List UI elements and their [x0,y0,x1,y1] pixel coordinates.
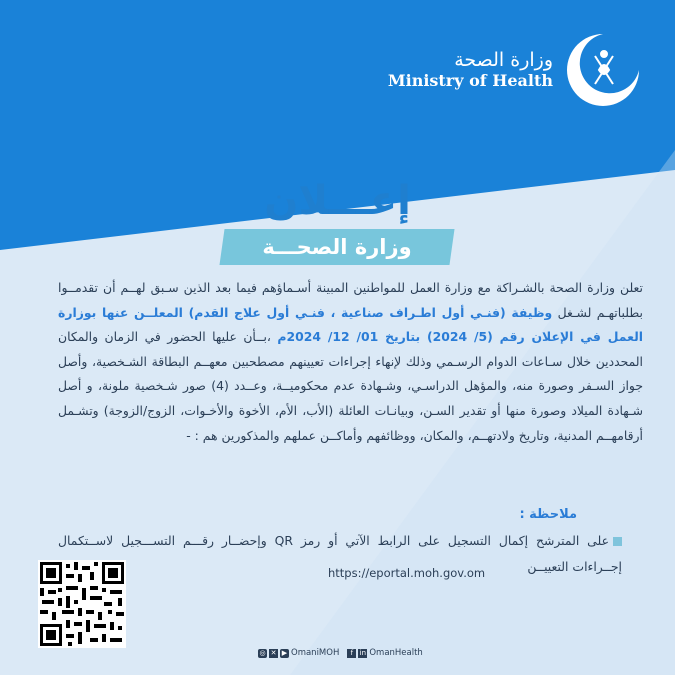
note-label: ملاحظة : [519,507,577,522]
logo-english-text: Ministry of Health [387,71,553,90]
title-banner-text: وزارة الصحـــة [262,235,412,259]
footer-handle-1[interactable]: OmaniMOH [291,648,340,658]
job-title: (فنـي أول اطـراف صناعية ، فنـي أول علاج القدم) المعلــن عنها بوزارة العمل في الإعلان رقم (5/ 2024) بتاريخ 01/ 12/ 2024م [58,304,643,345]
qr-code-icon [38,560,126,648]
facebook-icon[interactable]: f [347,649,356,658]
social-footer [258,648,423,658]
linkedin-icon[interactable]: in [359,648,367,657]
logo-arabic-text: وزارة الصحة [454,49,553,71]
bullet-icon [613,537,622,546]
job-label: وظيفة [511,304,553,320]
instagram-icon[interactable]: ◎ [259,648,266,657]
x-icon[interactable]: ✕ [270,648,277,657]
crescent-emblem-icon [563,30,643,110]
qr-code[interactable] [38,560,126,648]
announcement-body [58,276,643,448]
page-title: إعـــلان [264,178,411,224]
ministry-logo [388,30,643,110]
registration-link[interactable]: https://eportal.moh.gov.om [328,566,486,580]
youtube-icon[interactable]: ▶ [281,648,288,657]
note-body: على المترشح إكمال التسجيل على الرابط الآتي أو رمز QR وإحضــار رقـــم التســـجيل لاســتكمال إجــراءات التعييــن [58,533,622,574]
body-instructions: ،بــأن عليها الحضور في الزمان والمكان المحددين خلال سـاعات الدوام الرسـمي وذلك لإنهاء إجراءات تعيينهم مصطحبين معهــم البطاقة الشـخصية، وأصل جواز السـفر وصورة منه، والمؤهل الدراسـي، وشـهادة عدم محكوميــة، وعــدد (4) صور شـخصية ملونة، و أصل شـهادة الميلاد وصورة منها أو تقدير السـن، وبيانـات العائلة (الأب، الأم، الأخوة والأخـوات، الزوج/الزوجة) وتشـمل أرقامهــم المدنية، وتاريخ ولادتهــم، والمكان، ووظائفهم وأماكــن عملهم والمذكورين هم : - [58,329,643,443]
footer-handle-2[interactable]: OmanHealth [369,648,423,658]
body-intro: تعلن وزارة الصحة بالشـراكة مع وزارة العمل للمواطنين المبينة أسـماؤهم فيما بعد الذين سـبق لهــم أن تقدمــوا بطلباتهـم لشـغل [58,280,643,320]
